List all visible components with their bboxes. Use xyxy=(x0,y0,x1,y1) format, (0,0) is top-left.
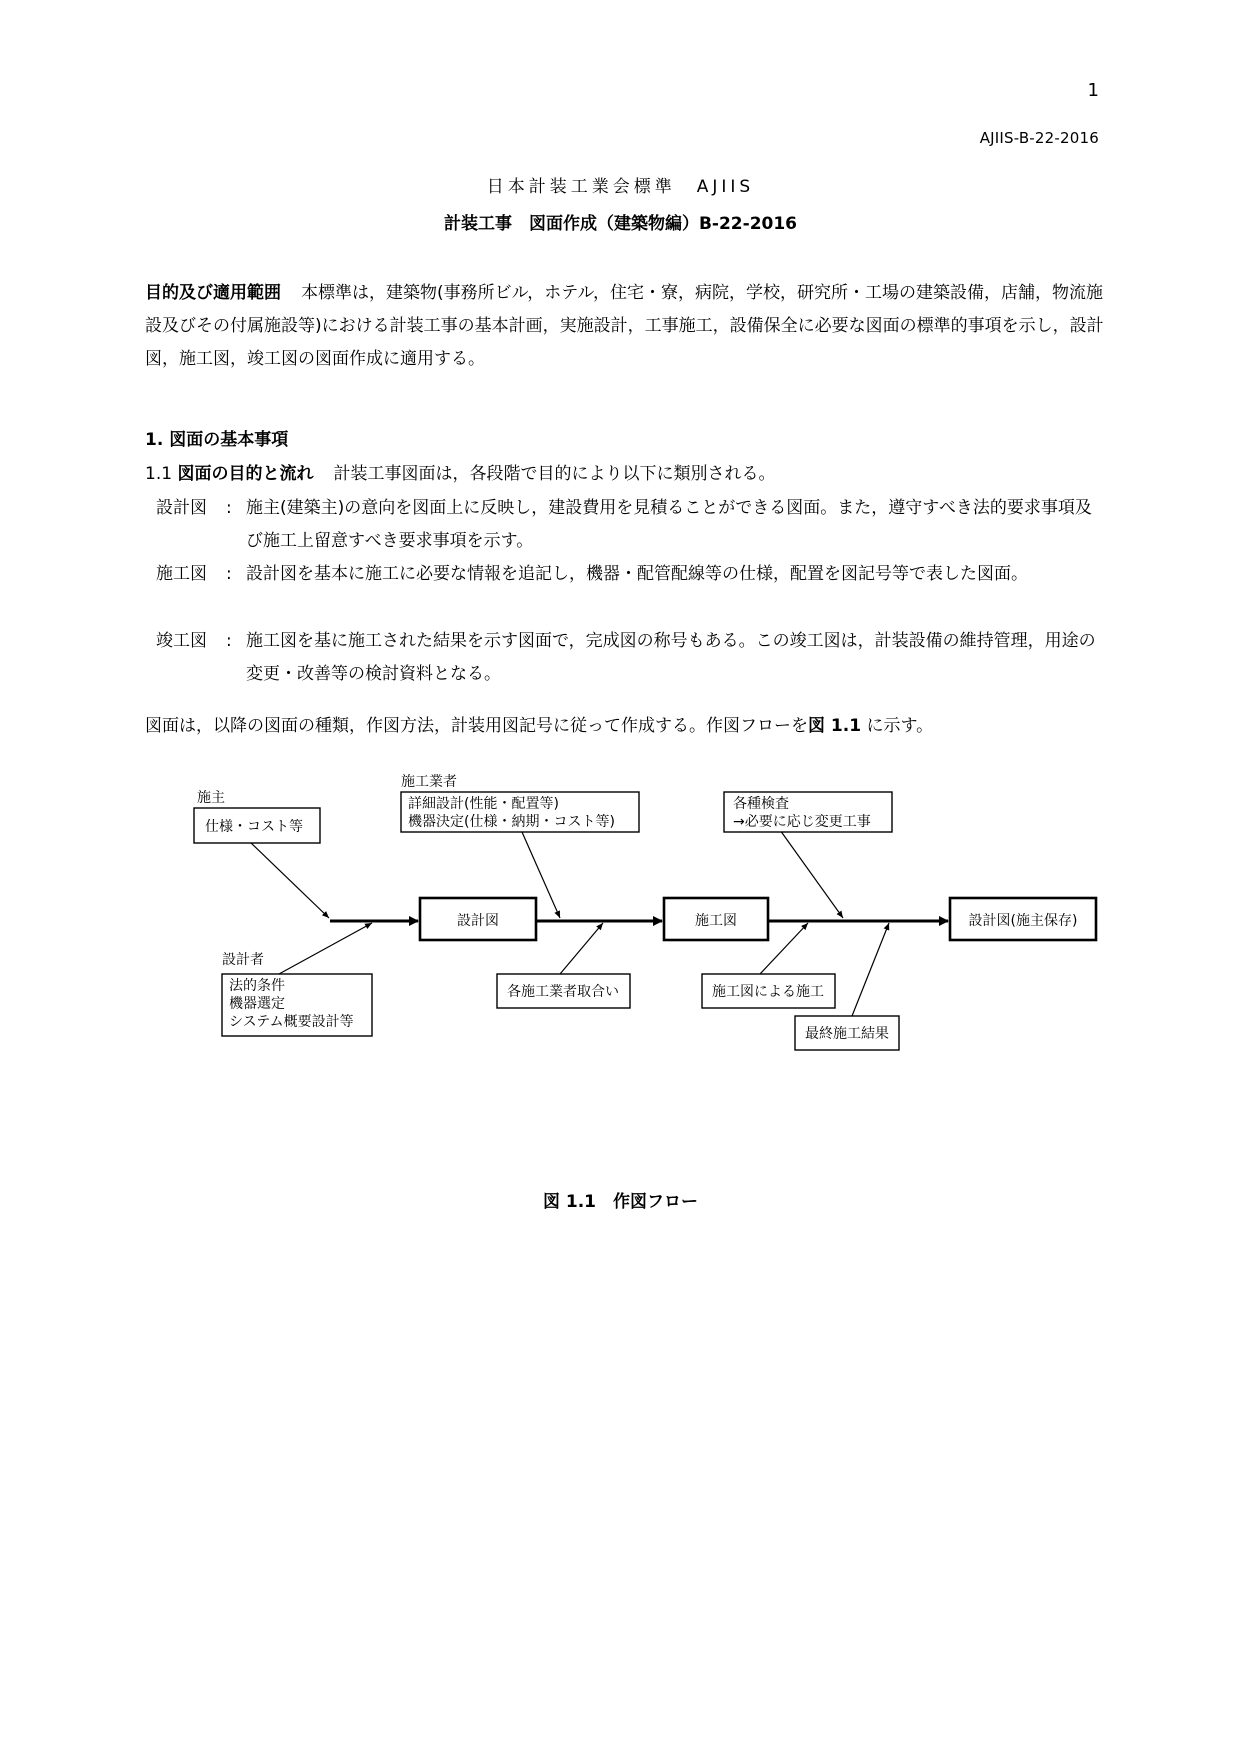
box-coordination xyxy=(497,974,630,1008)
box-inspection-line-2: →必要に応じ変更工事 xyxy=(733,814,871,830)
definition-colon: : xyxy=(226,564,232,584)
box-designer-line-3: システム概要設計等 xyxy=(229,1014,354,1030)
box-designer xyxy=(222,974,372,1036)
subsection-text: 計装工事図面は，各段階で目的により以下に類別される。 xyxy=(333,464,776,484)
purpose-text: 本標準は，建築物(事務所ビル，ホテル，住宅・寮，病院，学校，研究所・工場の建築設備，店舗，物流施設及びその付属施設等)における計装工事の基本計画，実施設計，工事施工，設備保全に必要な図面の標準的事項を示し，設計図，施工図，竣工図の図面作成に適用する。 xyxy=(145,283,1104,369)
definition-text: 施工図を基に施工された結果を示す図面で，完成図の称号もある。この竣工図は，計装設備の維持管理，用途の変更・改善等の検討資料となる。 xyxy=(246,631,1096,684)
box-final-result-text: 最終施工結果 xyxy=(805,1026,889,1042)
definition-term: 設計図 xyxy=(156,498,207,518)
box-design-drawing-text: 設計図 xyxy=(457,913,499,929)
label-designer: 設計者 xyxy=(222,952,264,968)
definition-term: 施工図 xyxy=(156,564,207,584)
standard-title: 日本計装工業会標準 AJIIS xyxy=(486,177,755,197)
definition-text: 施主(建築主)の意向を図面上に反映し，建設費用を見積ることができる図面。また，遵守すべき法的要求事項及び施工上留意すべき要求事項を示す。 xyxy=(246,498,1092,551)
closing-text: 図面は，以降の図面の種類，作図方法，計装用図記号に従って作成する。作図フローを xyxy=(145,716,808,736)
box-contractor xyxy=(401,792,639,832)
figure-reference: 図 1.1 xyxy=(808,716,862,736)
label-owner: 施主 xyxy=(197,790,225,806)
figure-caption: 図 1.1 作図フロー xyxy=(542,1192,699,1212)
box-final-design xyxy=(950,898,1096,940)
box-contractor-line-1: 詳細設計(性能・配置等) xyxy=(408,796,559,812)
definition-colon: : xyxy=(226,631,232,651)
purpose-heading: 目的及び適用範囲 xyxy=(145,283,281,303)
box-inspection-line-1: 各種検査 xyxy=(733,796,789,812)
subsection-title: 図面の目的と流れ xyxy=(177,464,314,484)
box-construction-text: 施工図による施工 xyxy=(712,984,824,1000)
document-code: AJIIS-B-22-2016 xyxy=(979,129,1099,147)
box-inspection xyxy=(724,792,892,832)
box-coordination-text: 各施工業者取合い xyxy=(507,984,619,1000)
box-owner-text: 仕様・コスト等 xyxy=(205,819,303,835)
box-construction-drawing xyxy=(664,898,768,940)
section-heading: 1. 図面の基本事項 xyxy=(145,430,289,450)
closing-text-end: に示す。 xyxy=(861,716,934,736)
page-number: 1 xyxy=(1087,80,1099,101)
box-final-result xyxy=(795,1016,899,1050)
box-designer-line-1: 法的条件 xyxy=(229,978,285,994)
box-design-drawing xyxy=(420,898,536,940)
subsection-number: 1.1 xyxy=(145,464,178,484)
box-contractor-line-2: 機器決定(仕様・納期・コスト等) xyxy=(408,814,615,830)
box-final-design-text: 設計図(施主保存) xyxy=(968,913,1078,929)
definition-colon: : xyxy=(226,498,232,518)
label-contractor: 施工業者 xyxy=(401,774,457,790)
box-construction xyxy=(702,974,835,1008)
definition-text: 設計図を基本に施工に必要な情報を追記し，機器・配管配線等の仕様，配置を図記号等で表した図面。 xyxy=(246,564,1028,584)
box-construction-drawing-text: 施工図 xyxy=(695,913,737,929)
box-owner xyxy=(194,808,320,843)
definition-term: 竣工図 xyxy=(156,631,207,651)
box-designer-line-2: 機器選定 xyxy=(229,996,285,1012)
document-title: 計装工事 図面作成（建築物編）B-22-2016 xyxy=(443,214,798,234)
